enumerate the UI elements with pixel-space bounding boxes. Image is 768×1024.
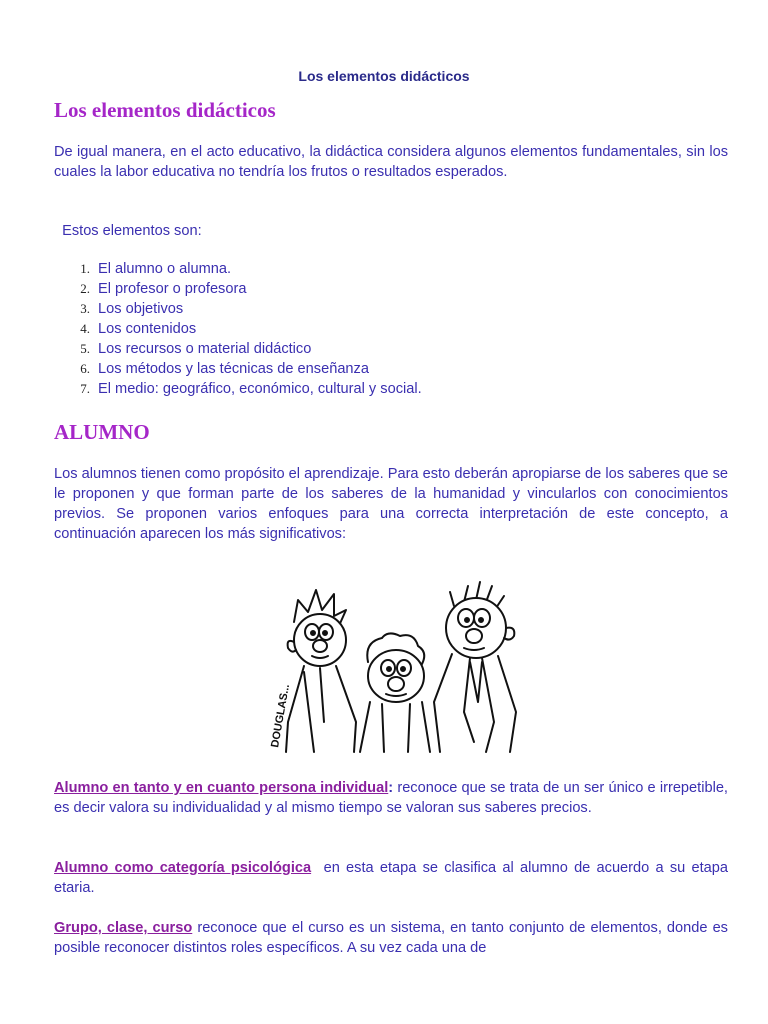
paragraph-grupo-clase-curso: Grupo, clase, curso reconoce que el curso es un sistema, en tanto conjunto de elementos, donde es posible reconocer distintos roles específicos. A su vez cada una de — [54, 920, 728, 956]
list-item: 4. Los contenidos — [80, 321, 197, 337]
intro-paragraph: De igual manera, en el acto educativo, la didáctica considera algunos elementos fundamentales, sin los cuales la labor educativa no tendría los frutos o resultados esperados. — [54, 144, 728, 180]
list-item: 7. El medio: geográfico, económico, cultural y social. — [80, 381, 422, 397]
list-item: 3. Los objetivos — [80, 301, 184, 317]
term-grupo-clase-curso: Grupo, clase, curso — [54, 920, 193, 936]
alumno-intro-paragraph: Los alumnos tienen como propósito el aprendizaje. Para esto deberán apropiarse de los saberes que se le proponen y que forman parte de los saberes de la humanidad y vincularlos con conocimientos previos. Se proponen varios enfoques para una correcta interpretación de este concepto, a continuación aparecen los más significativos: — [54, 466, 728, 542]
students-cartoon-illustration — [264, 572, 526, 756]
list-item: 2. El profesor o profesora — [80, 281, 247, 297]
heading-alumno: ALUMNO — [54, 420, 150, 444]
illustration-signature: DOUGLAS... — [269, 683, 293, 749]
paragraph-persona-individual: Alumno en tanto y en cuanto persona individual: reconoce que se trata de un ser único e irrepetible, es decir valora su individualidad y al mismo tiempo se valoran sus saberes precios. — [54, 780, 728, 816]
list-item: 6. Los métodos y las técnicas de enseñanza — [80, 361, 369, 377]
paragraph-categoria-psicologica: Alumno como categoría psicológica en esta etapa se clasifica al alumno de acuerdo a su etapa etaria. — [54, 860, 729, 896]
term-categoria-psicologica: Alumno como categoría psicológica — [54, 860, 312, 876]
list-item: 1. El alumno o alumna. — [80, 261, 232, 277]
heading-elementos: Los elementos didácticos — [54, 98, 276, 122]
document-title: Los elementos didácticos — [298, 68, 470, 84]
list-intro: Estos elementos son: — [54, 223, 202, 239]
elements-list — [54, 259, 422, 399]
list-item: 5. Los recursos o material didáctico — [80, 341, 312, 357]
term-persona-individual: Alumno en tanto y en cuanto persona individual — [54, 780, 389, 796]
